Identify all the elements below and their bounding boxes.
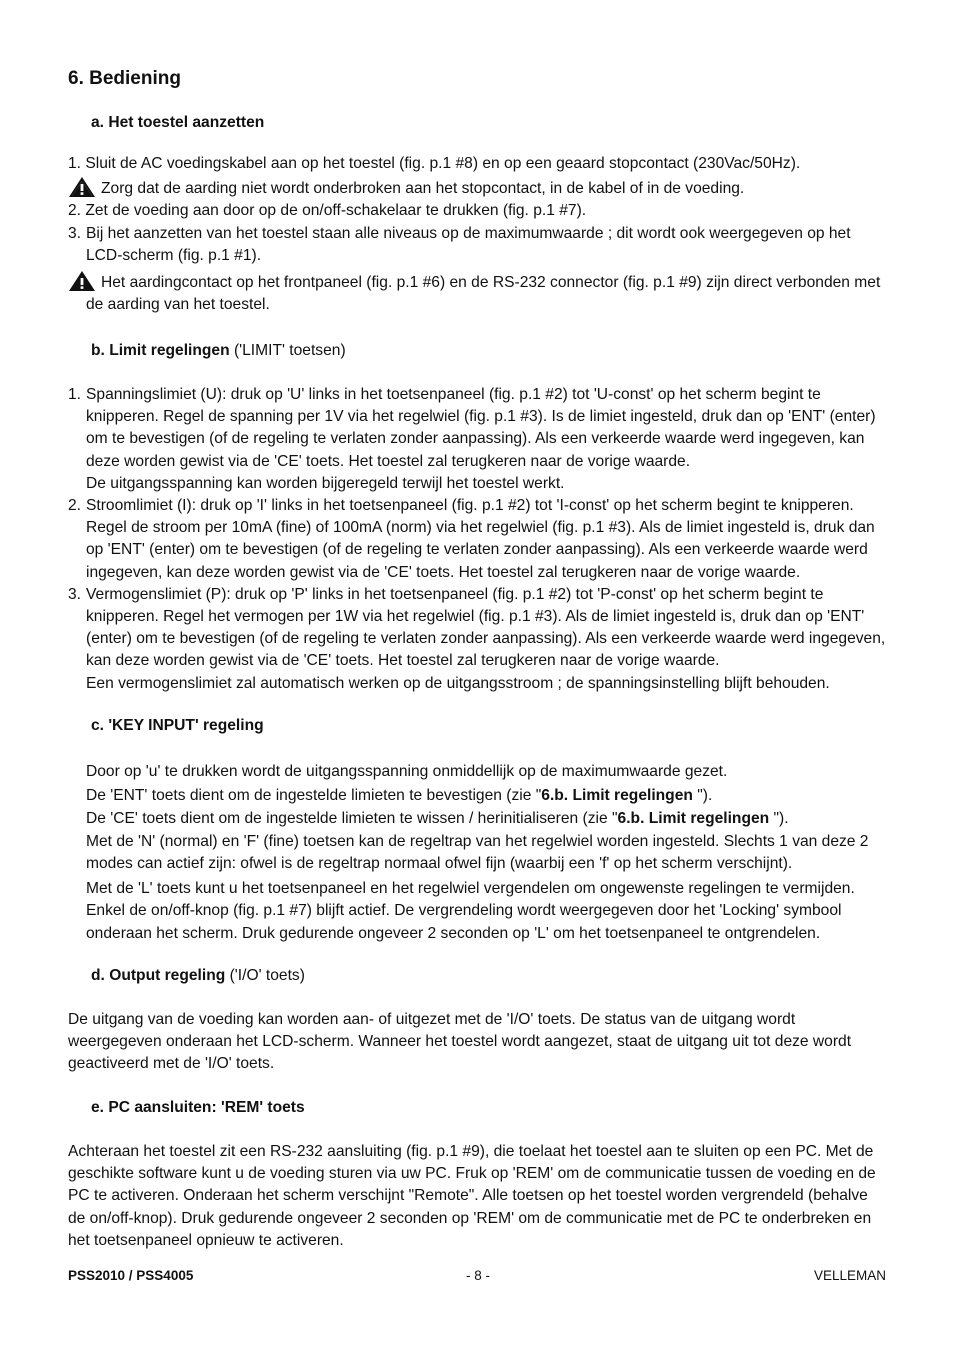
- subsection-d-body: [68, 1009, 888, 1076]
- paragraph: Met de 'N' (normal) en 'F' (fine) toetsen kan de regeltrap van het regelwiel worden ingesteld. Slechts 1 van deze 2 modes can actief zijn: ofwel is de regeltrap normaal ofwel fijn (waarbij een 'f' op het scherm verschijnt).: [86, 832, 869, 872]
- section-title: 6. Bediening: [68, 68, 181, 89]
- subsection-a-heading: a. Het toestel aanzetten: [91, 114, 265, 131]
- list-item: 1. Spanningslimiet (U): druk op 'U' links in het toetsenpaneel (fig. p.1 #2) tot 'U-const' op het scherm begint te knipperen. Regel de spanning per 1V via het regelwiel (fig. p.1 #3). Is de limiet ingesteld, druk dan op 'ENT' (enter) om te bevestigen (of de regeling te verlaten zonder aanpassing). Als een verkeerde waarde werd ingegeven, kan deze worden gewist via de 'CE' toets. Het toestel zal terugkeren naar de vorige waarde. De uitgangsspanning kan worden bijgeregeld terwijl het toestel werkt.: [68, 386, 876, 492]
- list-item: 2. Stroomlimiet (I): druk op 'I' links in het toetsenpaneel (fig. p.1 #2) tot 'I-const' op het scherm begint te knipperen. Regel de stroom per 10mA (fine) of 100mA (norm) via het regelwiel (fig. p.1 #3). Als de limiet ingesteld is, druk dan op 'ENT' (enter) om te bevestigen (of de regeling te verlaten zonder aanpassing). Als een verkeerde waarde werd ingegeven, kan deze worden gewist via de 'CE' toets. Het toestel zal terugkeren naar de vorige waarde.: [68, 497, 875, 581]
- subsection-b-heading: b. Limit regelingen ('LIMIT' toetsen): [91, 342, 346, 359]
- warning-triangle-icon: [68, 270, 96, 292]
- subsection-e-body: [68, 1141, 888, 1252]
- list-item: 3. Bij het aanzetten van het toestel staan alle niveaus op de maximumwaarde ; dit wordt ook weergegeven op het LCD-scherm (fig. p.1 #1).: [68, 224, 851, 264]
- paragraph: De 'CE' toets dient om de ingestelde limieten te wissen / herinitialiseren (zie "6.b. Limit regelingen ").: [86, 810, 789, 827]
- subsection-e-heading: e. PC aansluiten: 'REM' toets: [91, 1099, 305, 1116]
- footer-model: PSS2010 / PSS4005: [68, 1268, 194, 1283]
- list-item: 2. Zet de voeding aan door op de on/off-schakelaar te drukken (fig. p.1 #7).: [68, 202, 587, 220]
- subsection-c-body: [68, 761, 888, 945]
- subsection-b-body: [68, 384, 888, 695]
- warning-note: Zorg dat de aarding niet wordt onderbroken aan het stopcontact, in de kabel of in de voeding.: [68, 178, 888, 200]
- paragraph: Door op 'u' te drukken wordt de uitgangsspanning onmiddellijk op de maximumwaarde gezet.: [86, 763, 728, 780]
- footer-page-number: - 8 -: [466, 1268, 491, 1283]
- list-item: 1. Sluit de AC voedingskabel aan op het toestel (fig. p.1 #8) en op een geaard stopcontact (230Vac/50Hz).: [68, 155, 801, 172]
- subsection-d-heading: d. Output regeling ('I/O' toets): [91, 967, 305, 984]
- list-item: 3. Vermogenslimiet (P): druk op 'P' links in het toetsenpaneel (fig. p.1 #2) tot 'P-const' op het scherm begint te knipperen. Regel het vermogen per 1W via het regelwiel (fig. p.1 #3). Als de limiet ingesteld is, druk dan op 'ENT' (enter) om te bevestigen (of de regeling te verlaten zonder aanpassing). Als een verkeerde waarde werd ingegeven, kan deze worden gewist via de 'CE' toets. Het toestel zal terugkeren naar de vorige waarde. Een vermogenslimiet zal automatisch werken op de uitgangsstroom ; de spanningsinstelling blijft behouden.: [68, 585, 886, 692]
- paragraph: De 'ENT' toets dient om de ingestelde limieten te bevestigen (zie "6.b. Limit regelingen ").: [86, 786, 713, 804]
- warning-triangle-icon: [68, 176, 96, 198]
- paragraph: De uitgang van de voeding kan worden aan- of uitgezet met de 'I/O' toets. De status van de uitgang wordt weergegeven onderaan het LCD-scherm. Wanneer het toestel wordt aangezet, staat de uitgang uit tot deze wordt geactiveerd met de 'I/O' toets.: [68, 1011, 852, 1073]
- paragraph: Achteraan het toestel zit een RS-232 aansluiting (fig. p.1 #9), die toelaat het toestel aan te sluiten op een PC. Met de geschikte software kunt u de voeding sturen via uw PC. Fruk op 'REM' om de communicatie tussen de voeding en de PC te activeren. Onderaan het scherm verschijnt "Remote". Alle toetsen op het toestel worden vergrendeld (behalve de on/off-knop). Druk gedurende ongeveer 2 seconden op 'REM' om de communicatie met de PC te onderbreken en het toetsenpaneel opnieuw te activeren.: [68, 1143, 876, 1249]
- paragraph: Met de 'L' toets kunt u het toetsenpaneel en het regelwiel vergendelen om ongewenste regelingen te vermijden. Enkel de on/off-knop (fig. p.1 #7) blijft actief. De vergrendeling wordt weergegeven door het 'Locking' symbool onderaan het scherm. Druk gedurende ongeveer 2 seconden op 'L' om het toetsenpaneel te ontgrendelen.: [86, 879, 855, 942]
- subsection-c-heading: c. 'KEY INPUT' regeling: [91, 717, 264, 734]
- warning-note: Het aardingcontact op het frontpaneel (fig. p.1 #6) en de RS-232 connector (fig. p.1 #9) zijn direct verbonden met de aarding van het toestel.: [68, 272, 888, 316]
- subsection-a-body: [68, 153, 888, 316]
- footer-brand: VELLEMAN: [813, 1268, 886, 1283]
